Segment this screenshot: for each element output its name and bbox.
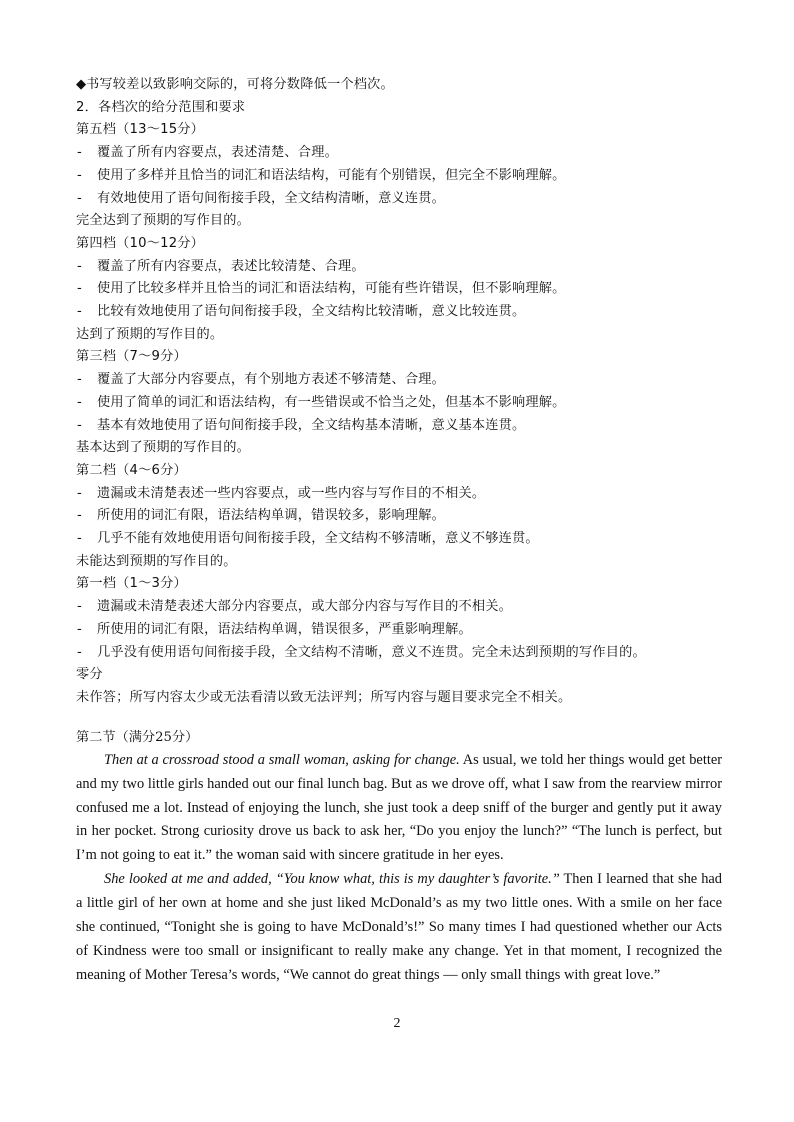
band-item: - 所使用的词汇有限，语法结构单调，错误很多，严重影响理解。 — [76, 619, 722, 642]
dash-icon: - — [77, 417, 82, 433]
dash-icon: - — [77, 621, 82, 637]
dash-icon: - — [77, 304, 82, 320]
dash-icon: - — [77, 644, 82, 660]
paragraph-lead: She looked at me and added, “You know what, this is my daughter’s favorite.” — [104, 871, 560, 888]
band-summary: 未能达到预期的写作目的。 — [76, 553, 237, 569]
paragraph-lead: Then at a crossroad stood a small woman, asking for change. — [104, 751, 460, 768]
passage-paragraph — [76, 868, 722, 988]
band-item: - 有效地使用了语句间衔接手段，全文结构清晰，意义连贯。 — [76, 188, 722, 211]
band-title: 第五档（13～15分） — [76, 122, 205, 138]
passage-paragraph — [76, 749, 722, 869]
document-body — [76, 74, 722, 988]
section-title: 第二节（满分25分） — [76, 729, 199, 745]
band-title: 第二档（4～6分） — [76, 462, 187, 478]
bullet-icon: ◆ — [76, 77, 87, 92]
band-item: - 覆盖了所有内容要点，表述清楚、合理。 — [76, 142, 722, 165]
dash-icon: - — [77, 372, 82, 388]
rubric-heading: 2．各档次的给分范围和要求 — [76, 99, 246, 115]
dash-icon: - — [77, 167, 82, 183]
band-summary: 基本达到了预期的写作目的。 — [76, 440, 251, 456]
zero-band-title: 零分 — [76, 667, 103, 683]
band-item: - 几乎不能有效地使用语句间衔接手段，全文结构不够清晰，意义不够连贯。 — [76, 528, 722, 551]
rubric-note: ◆书写较差以致影响交际的，可将分数降低一个档次。 — [76, 74, 722, 97]
band-summary: 达到了预期的写作目的。 — [76, 326, 224, 342]
band-item: - 使用了多样并且恰当的词汇和语法结构，可能有个别错误，但完全不影响理解。 — [76, 165, 722, 188]
band-item: - 基本有效地使用了语句间衔接手段，全文结构基本清晰，意义基本连贯。 — [76, 415, 722, 438]
band-summary: 完全达到了预期的写作目的。 — [76, 213, 251, 229]
dash-icon: - — [77, 258, 82, 274]
band-title: 第四档（10～12分） — [76, 235, 205, 251]
band-item: - 几乎没有使用语句间衔接手段，全文结构不清晰，意义不连贯。完全未达到预期的写作目的。 — [76, 642, 722, 665]
dash-icon: - — [77, 394, 82, 410]
dash-icon: - — [77, 531, 82, 547]
band-item: - 比较有效地使用了语句间衔接手段，全文结构比较清晰，意义比较连贯。 — [76, 301, 722, 324]
band-item: - 遗漏或未清楚表述一些内容要点，或一些内容与写作目的不相关。 — [76, 483, 722, 506]
band-item: - 覆盖了所有内容要点，表述比较清楚、合理。 — [76, 256, 722, 279]
band-item: - 遗漏或未清楚表述大部分内容要点，或大部分内容与写作目的不相关。 — [76, 596, 722, 619]
dash-icon: - — [77, 145, 82, 161]
paragraph-body: As usual, we told her things would get better and my two little girls handed out our final lunch bag. But as we drove off, what I saw from the rearview mirror confused me a lot. Instead of enjoying the lunch, she just took a deep sniff of the burger and gently put it away in her pocket. Strong curiosity drove us back to ask her, “Do you enjoy the lunch?” “The lunch is perfect, but I’m not going to eat it.” the woman said with sincere gratitude in her eyes. — [76, 751, 722, 864]
dash-icon: - — [77, 281, 82, 297]
band-item: - 使用了简单的词汇和语法结构，有一些错误或不恰当之处，但基本不影响理解。 — [76, 392, 722, 415]
zero-band-text: 未作答；所写内容太少或无法看清以致无法评判；所写内容与题目要求完全不相关。 — [76, 689, 572, 705]
dash-icon: - — [77, 508, 82, 524]
dash-icon: - — [77, 190, 82, 206]
page-number: 2 — [393, 1016, 401, 1031]
band-item: - 使用了比较多样并且恰当的词汇和语法结构，可能有些许错误，但不影响理解。 — [76, 278, 722, 301]
band-title: 第三档（7～9分） — [76, 349, 187, 365]
paragraph-body: Then I learned that she had a little girl of her own at home and she just liked McDonald’s as my two little ones. With a smile on her face she continued, “Tonight she is going to have McDonald’s!” So many times I had questioned whether our Acts of Kindness were too small or insignificant to really make any change. Yet in that moment, I recognized the meaning of Mother Teresa’s words, “We cannot do great things — only small things with great love.” — [76, 871, 722, 983]
dash-icon: - — [77, 485, 82, 501]
band-item: - 覆盖了大部分内容要点，有个别地方表述不够清楚、合理。 — [76, 369, 722, 392]
band-item: - 所使用的词汇有限，语法结构单调，错误较多，影响理解。 — [76, 505, 722, 528]
dash-icon: - — [77, 599, 82, 615]
band-title: 第一档（1～3分） — [76, 576, 187, 592]
